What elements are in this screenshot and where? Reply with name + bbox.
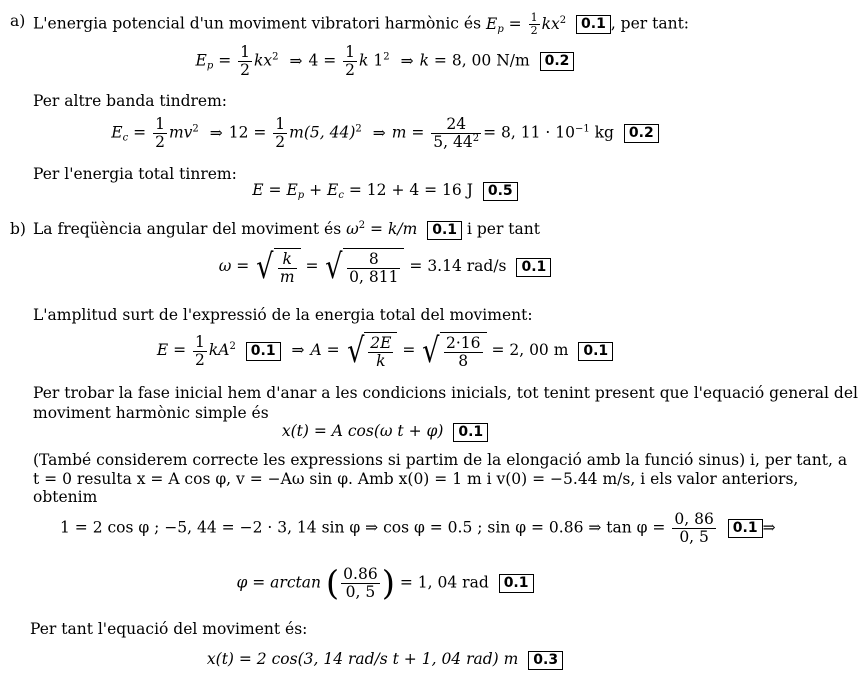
item-a-intro — [33, 12, 689, 37]
also-text-line3: obtenim — [33, 488, 98, 506]
equation-kinetic-energy: $E_c$ = $\frac{1}{2}$ $mv^2$ ⇒ 12 = $\frac{1}{2}$ m(5, 44)$^2$ ⇒ m = $\frac{24}{5, 44^2}$ = 8, $11 \cdot 10^{-1}$ kg 0.2 — [0, 116, 770, 151]
equation-final: x(t) = 2 cos(3, 14 rad/s t + 1, 04 rad) m 0.3 — [0, 650, 770, 670]
score-box: 0.1 — [576, 15, 611, 34]
equation-phase: 1 = 2 cos φ ; −5, 44 = −2 · 3, 14 sin φ ⇒ cos φ = 0.5 ; sin φ = 0.86 ⇒ tan φ = $\frac{0, 86}{0, 5}$ 0.1 ⇒ — [60, 510, 776, 547]
phase-text-line1: Per trobar la fase inicial hem d'anar a les condicions inicials, tot tenint present que l'equació general del — [33, 384, 858, 402]
other-side-text: Per altre banda tindrem: — [33, 92, 228, 110]
total-energy-text: Per l'energia total tinrem: — [33, 165, 237, 183]
item-b-intro: La freqüència angular del moviment és $\omega^2 = k/m$ 0.1 i per tant — [33, 220, 540, 238]
score-box: 0.2 — [624, 124, 659, 143]
equation-amplitude: E = $\frac{1}{2}$ $kA^2$ 0.1 ⇒ A = √ $\frac{2E}{k}$ = √ $\frac{2\cdot 16}{8}$ = 2, 00 m 0.1 — [0, 332, 770, 370]
score-box: 0.1 — [578, 342, 613, 361]
score-box: 0.5 — [483, 182, 518, 201]
score-box: 0.1 — [728, 519, 763, 538]
equation-total-energy: $E = E_p + E_c = 12 + 4 = 16$ J 0.5 — [0, 181, 770, 201]
score-box: 0.1 — [453, 423, 488, 442]
item-a-intro-formula: $E_p$ = $\frac{1}{2}$ $kx^2$ — [485, 11, 567, 38]
final-text: Per tant l'equació del moviment és: — [30, 620, 308, 638]
score-box: 0.1 — [499, 574, 534, 593]
also-text-line2: t = 0 resulta x = A cos φ, v = −Aω sin φ. Amb x(0) = 1 m i v(0) = −5.44 m/s, i els valor anteriors, — [33, 470, 799, 488]
score-box: 0.2 — [540, 52, 575, 71]
item-a-intro-text: L'energia potencial d'un moviment vibratori harmònic és — [33, 14, 482, 33]
equation-phi: φ = arctan ( $\frac{0.86}{0, 5}$ ) = 1, 04 rad 0.1 — [0, 566, 770, 601]
equation-general-motion: x(t) = A cos(ω t + φ) 0.1 — [0, 422, 770, 442]
equation-angular-frequency: ω = √ $\frac{k}{m}$ = √ $\frac{8}{0, 811}$ = 3.14 rad/s 0.1 — [0, 248, 770, 286]
also-text-line1: (També considerem correcte les expressions si partim de la elongació amb la funció sinus) i, per tant, a — [33, 451, 848, 469]
item-a-label: a) — [10, 12, 26, 30]
score-box: 0.3 — [528, 651, 563, 670]
score-box: 0.1 — [246, 342, 281, 361]
item-a-intro-tail: , per tant: — [610, 14, 690, 33]
score-box: 0.1 — [427, 221, 462, 240]
score-box: 0.1 — [516, 258, 551, 277]
amplitude-text: L'amplitud surt de l'expressió de la energia total del moviment: — [33, 306, 533, 324]
phase-text-line2: moviment harmònic simple és — [33, 404, 269, 422]
item-b-label: b) — [10, 220, 26, 238]
equation-potential-energy: $E_p$ = $\frac{1}{2}$ $kx^2$ ⇒ 4 = $\frac{1}{2}$ k $1^2$ ⇒ k = 8, 00 N/m 0.2 — [0, 44, 770, 79]
